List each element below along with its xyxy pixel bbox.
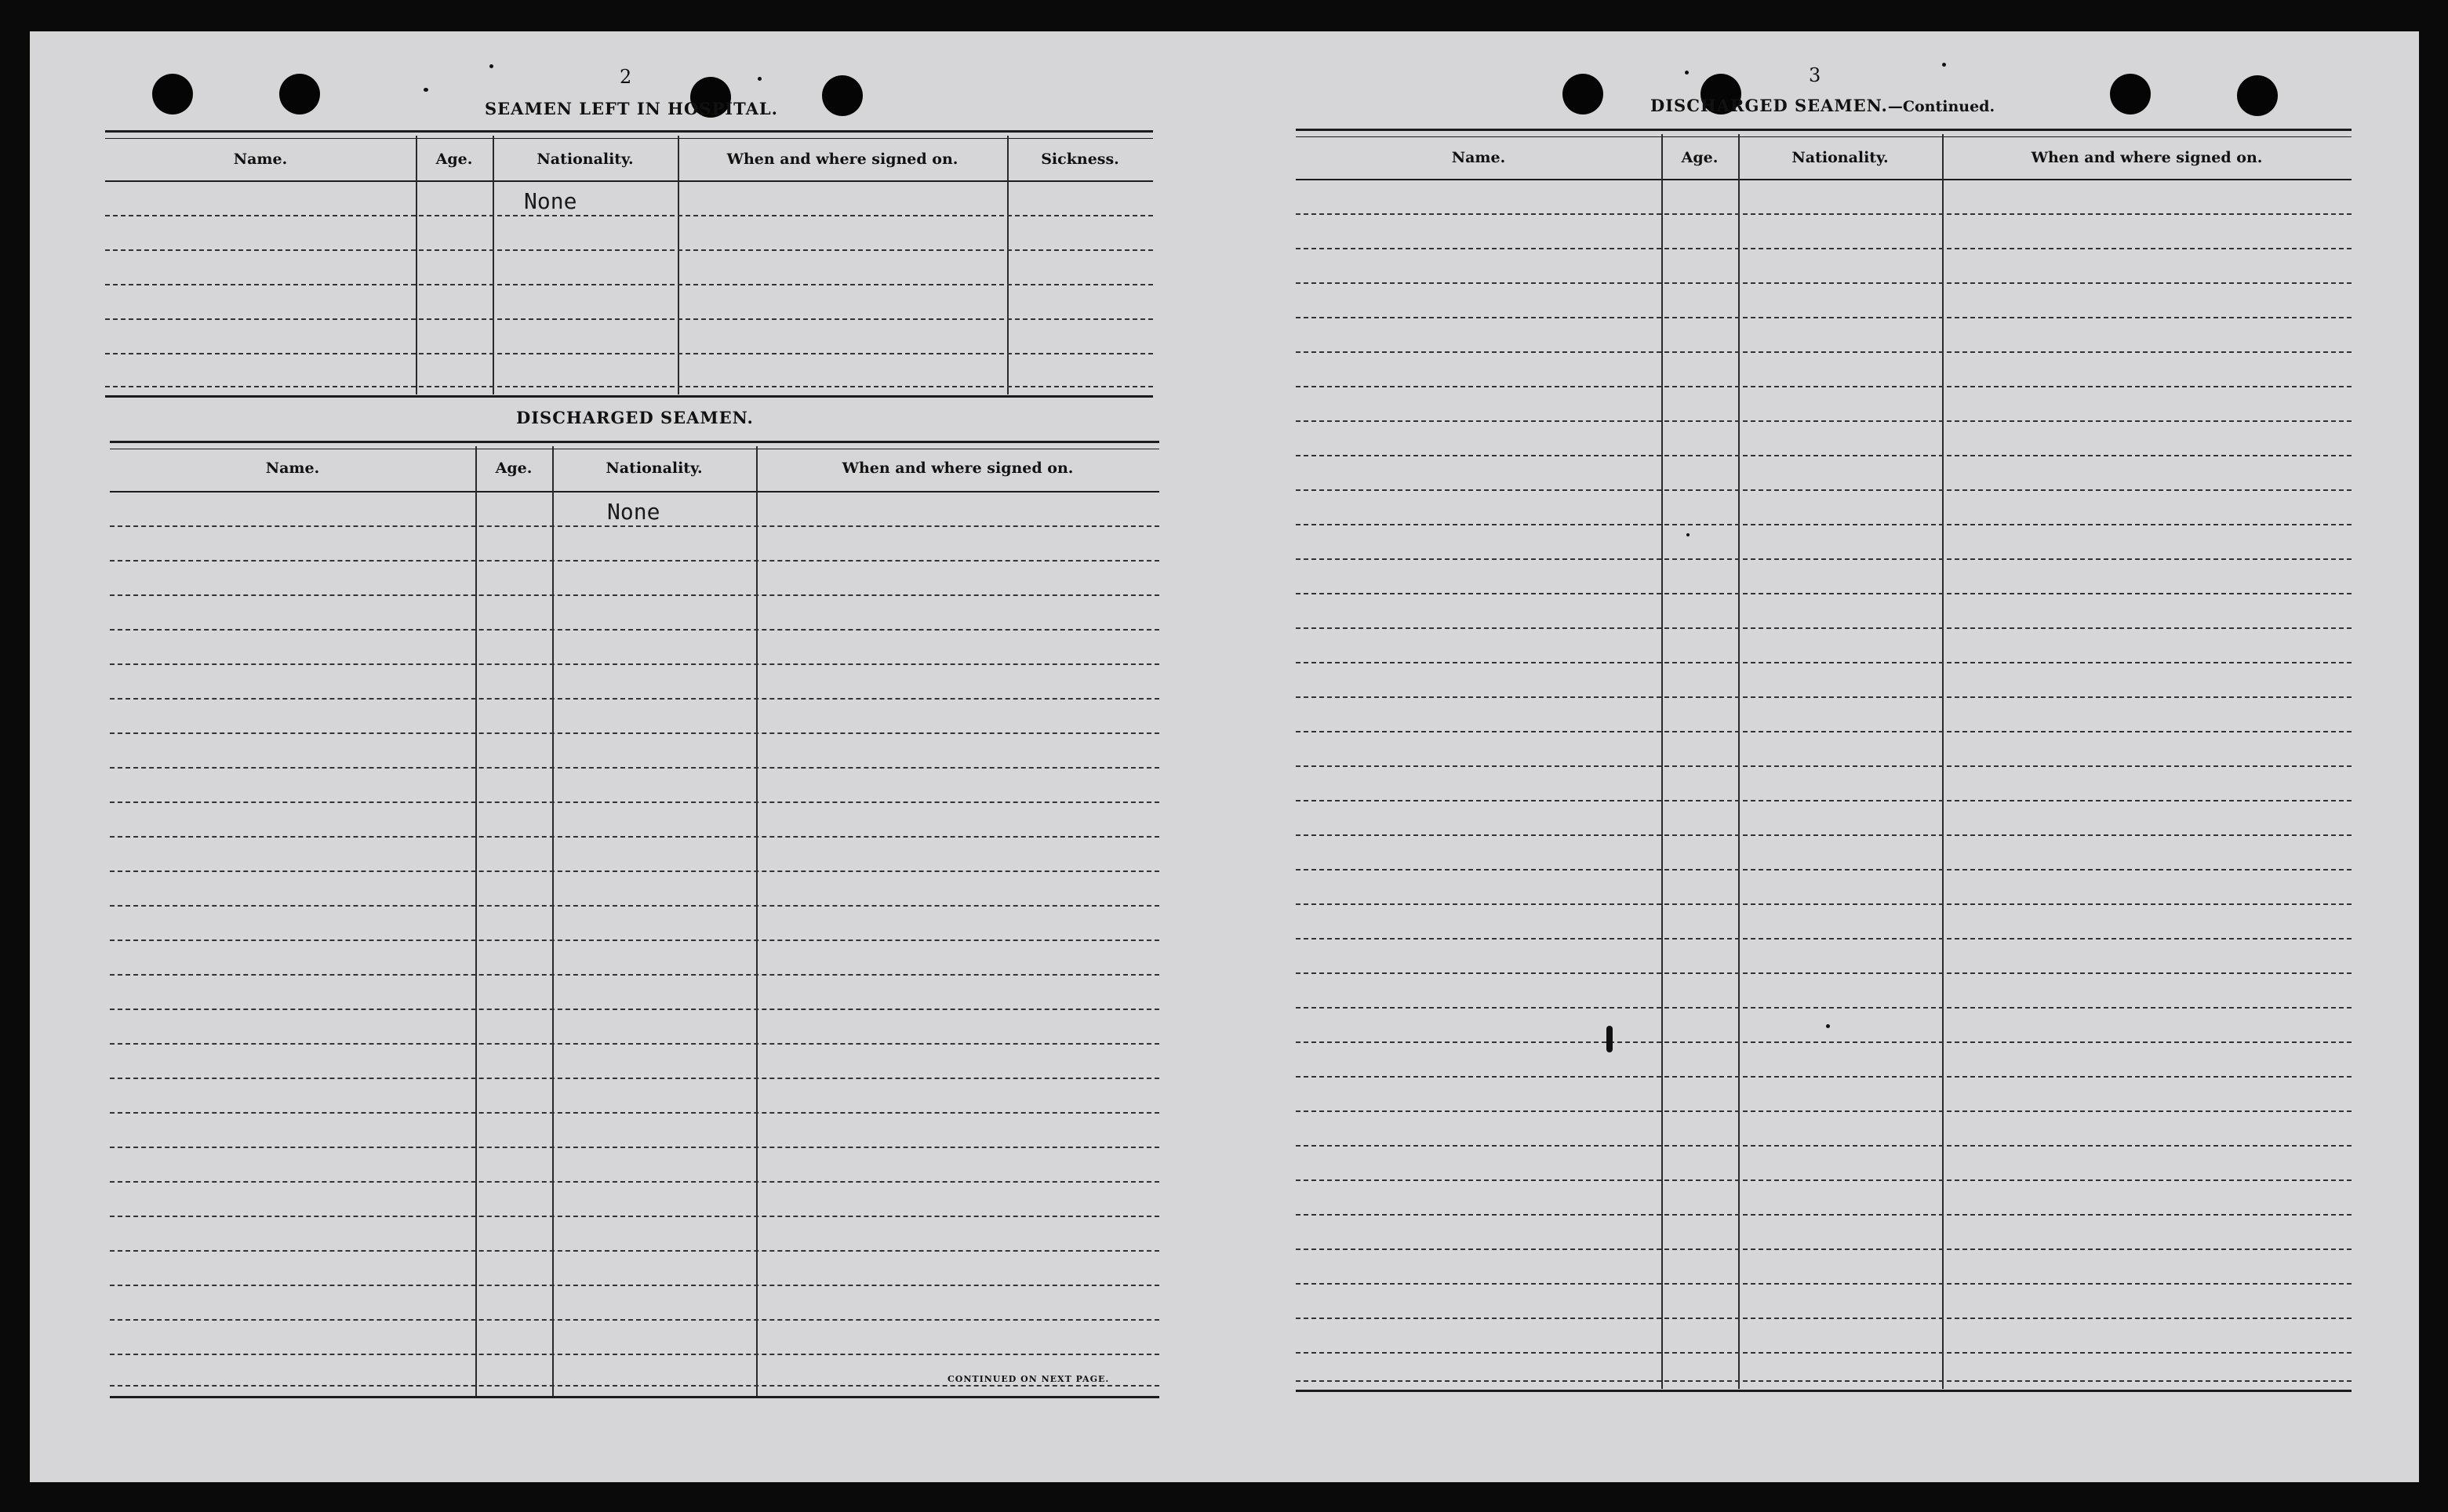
punch-hole (279, 74, 320, 114)
column-header-age: Age. (495, 460, 533, 477)
column-header-signed-on: When and where signed on. (726, 151, 958, 168)
ink-speck (1685, 71, 1689, 75)
punch-hole (2237, 75, 2278, 116)
ink-speck (1942, 63, 1946, 67)
page-number: 2 (620, 66, 632, 88)
column-header-nationality: Nationality. (606, 460, 703, 477)
ink-speck (489, 64, 493, 68)
punch-hole (1562, 74, 1603, 114)
title-suffix: —Continued. (1887, 98, 1995, 115)
column-header-nationality: Nationality. (1791, 149, 1889, 166)
column-header-signed-on: When and where signed on. (2031, 149, 2263, 166)
ink-mark (1606, 1026, 1613, 1052)
column-header-name: Name. (265, 460, 320, 477)
discharged-continued-table (1296, 129, 2352, 1393)
punch-hole (2110, 74, 2151, 114)
column-header-nationality: Nationality. (537, 151, 634, 168)
discharged-entry: None (607, 499, 660, 525)
hospital-section-title: SEAMEN LEFT IN HOSPITAL. (485, 99, 778, 118)
ink-speck (1826, 1024, 1830, 1028)
ink-speck (424, 88, 428, 92)
ink-speck (758, 77, 762, 81)
column-header-signed-on: When and where signed on. (842, 460, 1074, 477)
punch-hole (822, 75, 863, 116)
title-text: DISCHARGED SEAMEN. (1650, 96, 1888, 115)
page-number: 3 (1809, 64, 1821, 86)
right-page (1216, 31, 2419, 1482)
left-page (30, 31, 1216, 1482)
hospital-entry: None (524, 188, 577, 214)
column-header-name: Name. (233, 151, 288, 168)
discharged-section-title: DISCHARGED SEAMEN. (516, 408, 754, 427)
continued-note: CONTINUED ON NEXT PAGE. (948, 1374, 1110, 1384)
column-header-age: Age. (1681, 149, 1719, 166)
ink-speck (1686, 533, 1690, 536)
column-header-name: Name. (1451, 149, 1506, 166)
hospital-table (105, 130, 1153, 398)
discharged-table (110, 441, 1159, 1399)
punch-hole (152, 74, 193, 114)
discharged-continued-title (1650, 96, 1995, 115)
column-header-age: Age. (435, 151, 473, 168)
column-header-sickness: Sickness. (1041, 151, 1119, 168)
